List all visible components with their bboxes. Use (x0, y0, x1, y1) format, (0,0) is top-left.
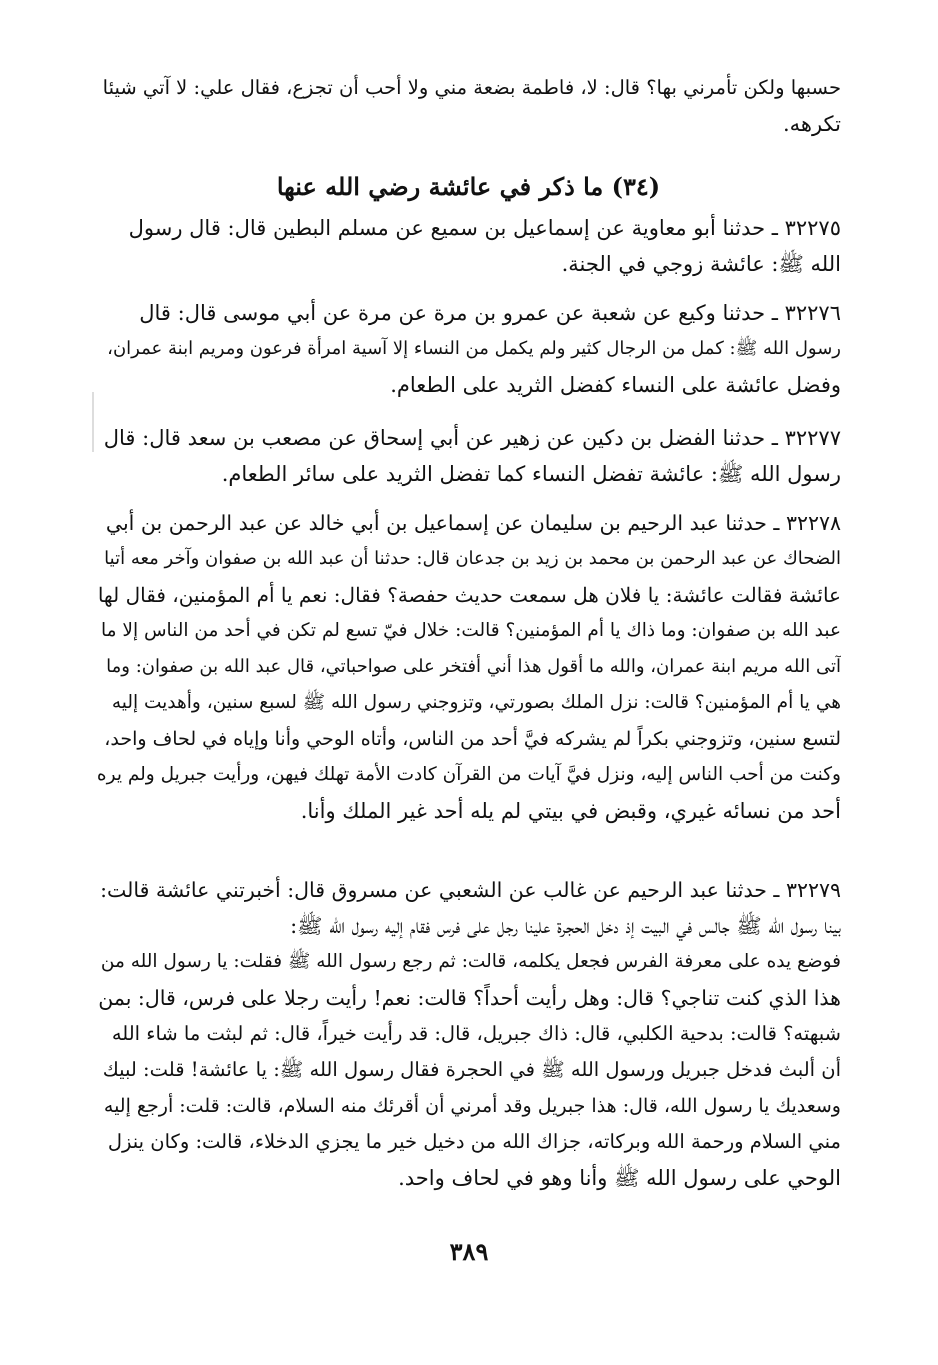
hadith-line: رسول الله ﷺ: كمل من الرجال كثير ولم يكمل من النساء إلا آسية امرأة فرعون ومريم ابنة عمران، (107, 338, 841, 359)
hadith-32277 (96, 420, 841, 492)
hadith-32275 (96, 210, 841, 282)
hadith-line: مني السلام ورحمة الله وبركاته، جزاك الله من دخيل خير ما يجزي الدخلاء، قالت: وكان ينزل (107, 1130, 841, 1153)
hadith-line: هذا الذي كنت تناجي؟ قال: وهل رأيت أحداً؟ قالت: نعم! رأيت رجلا على فرس، قال: بمن (98, 986, 841, 1010)
hadith-line: شبهته؟ قالت: بدحية الكلبي، قال: ذاك جبريل، قال: قد رأيت خيراً، قال: ثم لبثت ما شاء الله (111, 1022, 841, 1045)
hadith-line: هي يا أم المؤمنين؟ قالت: نزل الملك بصورتي، وتزوجني رسول الله ﷺ لسبع سنين، وأهديت إليه (111, 692, 841, 713)
hadith-line: وفضل عائشة على النساء كفضل الثريد على الطعام. (390, 373, 841, 397)
intro-line: تكرهه. (782, 112, 841, 136)
hadith-line: رسول الله ﷺ: عائشة تفضل النساء كما تفضل الثريد على سائر الطعام. (221, 462, 841, 486)
hadith-line: وسعديك يا رسول الله، قال: هذا جبريل وقد أمرني أن أقرئك منه السلام، قالت: قلت: أرجع إليه (103, 1095, 841, 1117)
hadith-line: ٣٢٢٧٦ ـ حدثنا وكيع عن شعبة عن عمرو بن مرة عن مرة عن أبي موسى قال: قال (139, 301, 841, 325)
intro-paragraph (96, 70, 841, 142)
hadith-line: الله ﷺ: عائشة زوجي في الجنة. (561, 252, 841, 276)
hadith-line: ٣٢٢٧٥ ـ حدثنا أبو معاوية عن إسماعيل بن سميع عن مسلم البطين قال: قال رسول (128, 216, 841, 240)
hadith-line: وكنت من أحب الناس إليه، ونزل فيَّ آيات من القرآن كادت الأمة تهلك فيهن، ورأيت جبريل ولم يره (96, 764, 841, 785)
hadith-line: فوضع يده على معرفة الفرس فجعل يكلمه، قالت: ثم رجع رسول الله ﷺ فقلت: يا رسول الله من (100, 951, 841, 972)
hadith-line: عبد الله بن صفوان: وما ذاك يا أم المؤمنين؟ قالت: خلال فيّ تسع لم تكن في أحد من الناس إلا ما (100, 620, 841, 641)
scan-margin-mark (92, 392, 94, 452)
hadith-line: ٣٢٢٧٩ ـ حدثنا عبد الرحيم عن غالب عن الشعبي عن مسروق قال: أخبرتني عائشة قالت: (100, 878, 841, 902)
hadith-line: الضحاك عن عبد الرحمن بن محمد بن زيد بن جدعان قال: حدثنا أن عبد الله بن صفوان وآخر معه أتيا (104, 548, 841, 569)
hadith-line: لتسع سنين، وتزوجني بكراً لم يشركه فيَّ أحد من الناس، وأتاه الوحي وأنا وإياه في لحاف واحد، (104, 728, 841, 750)
hadith-line: آتى الله مريم ابنة عمران، والله ما أقول هذا أني أفتخر على صواحباتي، قال عبد الله بن صفوان: وما (106, 656, 841, 677)
hadith-line: الوحي على رسول الله ﷺ وأنا وهو في لحاف واحد. (398, 1166, 841, 1190)
hadith-line: بينا رسول الله ﷺ جالس في البيت إذ دخل الحجرة علينا رجل على فرس فقام إليه رسول الله ﷺ: (290, 914, 841, 938)
section-heading: (٣٤) ما ذكر في عائشة رضي الله عنها (276, 172, 661, 201)
hadith-32276 (96, 295, 841, 403)
hadith-line: ٣٢٢٧٨ ـ حدثنا عبد الرحيم بن سليمان عن إسماعيل بن أبي خالد عن عبد الرحمن بن أبي (105, 511, 841, 535)
hadith-32279 (96, 872, 841, 1196)
hadith-line: أحد من نسائه غيري، وقبض في بيتي لم يله أحد غير الملك وأنا. (300, 799, 841, 823)
hadith-line: ٣٢٢٧٧ ـ حدثنا الفضل بن دكين عن زهير عن أبي إسحاق عن مصعب بن سعد قال: قال (103, 426, 841, 450)
intro-line: حسبها ولكن تأمرني بها؟ قال: لا، فاطمة بضعة مني ولا أحب أن تجزع، فقال علي: لا آتي شيئا (102, 76, 841, 99)
hadith-line: عائشة فقالت عائشة: يا فلان هل سمعت حديث حفصة؟ فقال: نعم يا أم المؤمنين، فقال لها (97, 583, 841, 607)
hadith-line: أن ألبث فدخل جبريل ورسول الله ﷺ في الحجرة فقال رسول الله ﷺ: يا عائشة! قلت: لبيك (102, 1058, 841, 1081)
page-number: ٣٨٩ (449, 1237, 489, 1266)
hadith-32278 (96, 505, 841, 829)
